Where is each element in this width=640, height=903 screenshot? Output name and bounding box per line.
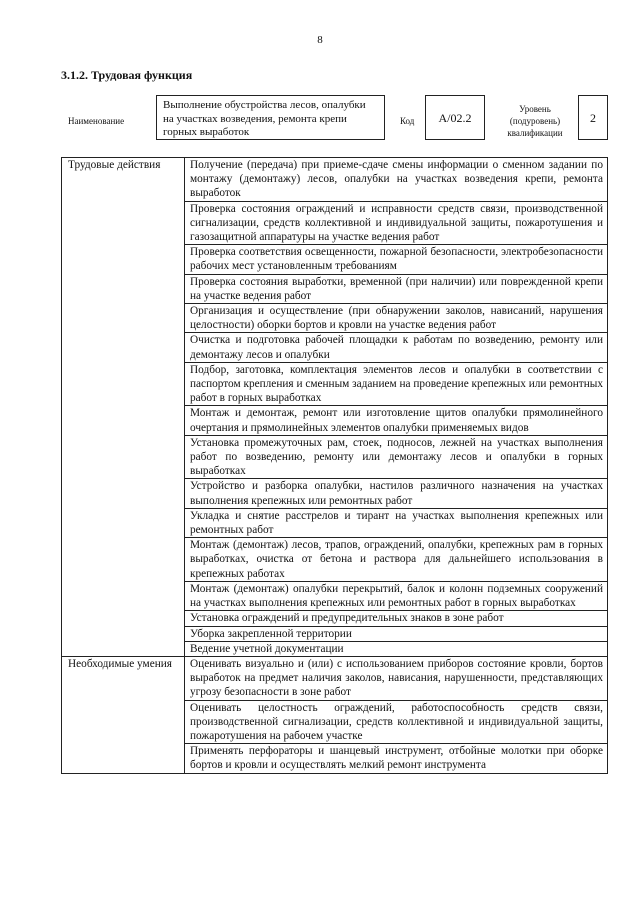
table-cell-item: Проверка соответствия освещенности, пожарной безопасности, электробезопасности рабочих мест установленным требованиям [185,245,608,274]
name-value: Выполнение обустройства лесов, опалубки на участках возведения, ремонта крепи горных выработок [156,95,385,140]
table-cell-item: Получение (передача) при приеме-сдаче смены информации о сменном задании по монтажу (демонтажу) лесов, опалубки на участках возведения крепи, ремонта выработок [185,158,608,202]
table-cell-item: Подбор, заготовка, комплектация элементов лесов и опалубки в соответствии с паспортом крепления и сменным заданием на проведение крепежных или ремонтных работ в горных выработках [185,362,608,406]
table-cell-item: Установка промежуточных рам, стоек, подносов, лежней на участках выполнения работ по возведению, ремонту или демонтажу лесов и опалубки в горных выработках [185,435,608,479]
table-cell-item: Оценивать визуально и (или) с использованием приборов состояние кровли, бортов выработок на предмет наличия заколов, нависания, нарушенности, представляющих угрозу безопасности в зоне работ [185,656,608,700]
table-cell-item: Уборка закрепленной территории [185,626,608,641]
table-cell-item: Организация и осуществление (при обнаружении заколов, нависаний, нарушения целостности) оборки бортов и кровли на участке ведения работ [185,304,608,333]
code-label: Код [400,116,415,126]
page-number: 8 [317,34,323,46]
table-cell-item: Ведение учетной документации [185,641,608,656]
table-cell-item: Монтаж и демонтаж, ремонт или изготовление щитов опалубки прямолинейного очертания и прямолинейных элементов опалубки применяемых видов [185,406,608,435]
table-cell-item: Проверка состояния выработки, временной (при наличии) или поврежденной крепи на участке ведения работ [185,274,608,303]
level-label: Уровень (подуровень) квалификации [507,104,563,138]
table-cell-item: Проверка состояния ограждений и исправности средств связи, производственной сигнализации, средств коллективной и индивидуальной защиты, пожаротушения и газозащитной аппаратуры на участке ведения работ [185,201,608,245]
table-cell-item: Очистка и подготовка рабочей площадки к работам по возведению, ремонту или демонтажу лесов и опалубки [185,333,608,362]
code-value: А/02.2 [425,95,485,140]
function-table [61,157,608,774]
table-cell-item: Монтаж (демонтаж) опалубки перекрытий, балок и колонн подземных сооружений на участках выполнения крепежных или ремонтных работ в горных выработках [185,581,608,610]
section-category: Необходимые умения [62,656,185,773]
table-cell-item: Применять перфораторы и шанцевый инструмент, отбойные молотки при оборке бортов и кровли и осуществлять мелкий ремонт инструмента [185,744,608,773]
table-cell-item: Укладка и снятие расстрелов и тирант на участках выполнения крепежных или ремонтных работ [185,508,608,537]
table-cell-item: Оценивать целостность ограждений, работоспособность средств связи, производственной сигнализации, средств коллективной и индивидуальной защиты, пожаротушения на рабочем участке [185,700,608,744]
name-label: Наименование [68,116,125,126]
table-cell-item: Устройство и разборка опалубки, настилов различного назначения на участках выполнения крепежных или ремонтных работ [185,479,608,508]
table-cell-item: Установка ограждений и предупредительных знаков в зоне работ [185,611,608,626]
level-value: 2 [578,95,608,140]
section-title: 3.1.2. Трудовая функция [61,68,193,82]
table-row [62,158,608,202]
table-cell-item: Монтаж (демонтаж) лесов, трапов, ограждений, опалубки, крепежных рам в горных выработках, очистка от бетона и раствора для дальнейшего использования в крепежных работах [185,538,608,582]
table-row [62,656,608,700]
section-category: Трудовые действия [62,158,185,657]
